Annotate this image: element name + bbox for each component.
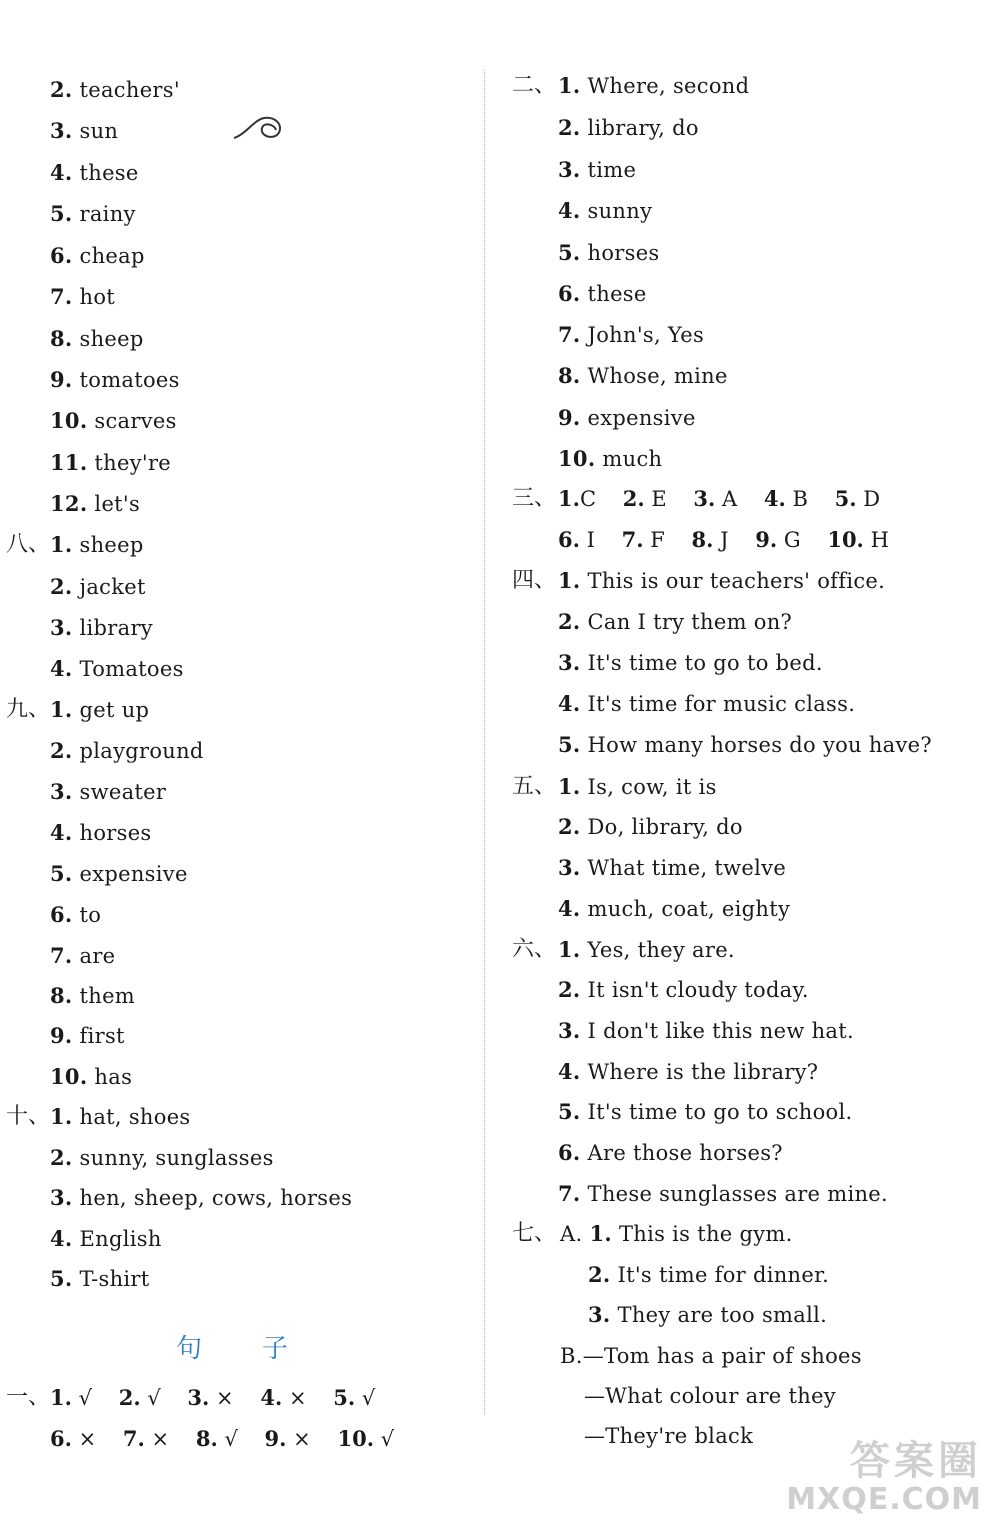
mark-item: 10. √ bbox=[337, 1426, 395, 1451]
section-label: 四、 bbox=[512, 568, 557, 593]
list-item: 1. get up bbox=[50, 697, 150, 722]
list-item: 3. sun bbox=[50, 118, 119, 143]
list-item: 2. It isn't cloudy today. bbox=[558, 977, 809, 1002]
list-item: 4. horses bbox=[50, 820, 152, 845]
list-item: 5. T-shirt bbox=[50, 1266, 150, 1291]
list-item: 3. I don't like this new hat. bbox=[558, 1018, 854, 1043]
list-item: 5. rainy bbox=[50, 201, 136, 226]
heading-char: 子 bbox=[262, 1334, 291, 1364]
mark-item: 5. D bbox=[834, 486, 881, 511]
section-label: 二、 bbox=[512, 73, 557, 98]
list-item: 3. library bbox=[50, 615, 153, 640]
list-item: 6. to bbox=[50, 902, 102, 927]
mark-item: 7. F bbox=[621, 527, 665, 552]
section-label: 八、 bbox=[6, 532, 51, 557]
mark-item: 2. √ bbox=[118, 1385, 161, 1410]
section-label: 一、 bbox=[6, 1385, 51, 1410]
list-item: 7. are bbox=[50, 943, 116, 968]
list-item: 12. let's bbox=[50, 491, 141, 516]
list-item: 2. It's time for dinner. bbox=[588, 1262, 830, 1287]
list-item: 11. they're bbox=[50, 450, 172, 475]
list-item: 1. This is our teachers' office. bbox=[558, 568, 886, 593]
mark-item: 8. J bbox=[691, 527, 729, 552]
list-item: 1. Is, cow, it is bbox=[558, 774, 717, 799]
mark-item: 5. √ bbox=[333, 1385, 376, 1410]
mark-item: 9. × bbox=[264, 1426, 311, 1451]
list-item: 7. These sunglasses are mine. bbox=[558, 1181, 889, 1206]
mark-item: 3. × bbox=[187, 1385, 234, 1410]
list-item: 3. What time, twelve bbox=[558, 855, 787, 880]
mark-row bbox=[50, 1385, 395, 1411]
list-item: 10. scarves bbox=[50, 408, 177, 433]
section-label: 十、 bbox=[6, 1104, 51, 1129]
list-item: 9. tomatoes bbox=[50, 367, 180, 392]
list-item: 4. It's time for music class. bbox=[558, 691, 856, 716]
list-item: 8. them bbox=[50, 983, 136, 1008]
section-label: 五、 bbox=[512, 774, 557, 799]
list-item: 3. It's time to go to bed. bbox=[558, 650, 823, 675]
watermark-url: MXQE.COM bbox=[786, 1482, 982, 1517]
list-item: 9. expensive bbox=[558, 405, 696, 430]
section-label: 三、 bbox=[512, 486, 557, 511]
mark-item: 4. B bbox=[763, 486, 808, 511]
list-item: 6. these bbox=[558, 281, 647, 306]
mark-item: 10. H bbox=[827, 527, 889, 552]
heading-char: 句 bbox=[176, 1334, 205, 1364]
section-label: 七、 bbox=[512, 1221, 557, 1246]
list-item: 1. hat, shoes bbox=[50, 1104, 191, 1129]
list-item: 4. these bbox=[50, 160, 139, 185]
list-item: 2. playground bbox=[50, 738, 204, 763]
list-item: 4. sunny bbox=[558, 198, 653, 223]
list-item: 4. English bbox=[50, 1226, 162, 1251]
mark-row bbox=[50, 1426, 414, 1452]
list-item: 7. John's, Yes bbox=[558, 322, 705, 347]
list-item: 6. cheap bbox=[50, 243, 145, 268]
mark-item: 9. G bbox=[755, 527, 801, 552]
section-label: 九、 bbox=[6, 697, 51, 722]
mark-row bbox=[558, 527, 909, 553]
list-item: 3. time bbox=[558, 157, 637, 182]
list-item: 5. expensive bbox=[50, 861, 188, 886]
list-item: 9. first bbox=[50, 1023, 125, 1048]
list-item: 7. hot bbox=[50, 284, 116, 309]
column-divider bbox=[484, 70, 485, 1415]
mark-item: 7. × bbox=[122, 1426, 170, 1451]
list-item: 2. Can I try them on? bbox=[558, 609, 793, 634]
mark-item: 3. A bbox=[693, 486, 738, 511]
list-item: 2. jacket bbox=[50, 574, 146, 599]
list-item: A. 1. This is the gym. bbox=[560, 1221, 793, 1246]
list-item: —What colour are they bbox=[584, 1384, 836, 1408]
list-item: 4. Where is the library? bbox=[558, 1059, 819, 1084]
scribble-mark bbox=[232, 112, 288, 146]
watermark-logo-text: 答案圈 bbox=[850, 1438, 982, 1484]
list-item: 3. They are too small. bbox=[588, 1302, 828, 1327]
list-item: 3. hen, sheep, cows, horses bbox=[50, 1185, 353, 1210]
list-item: 1. Where, second bbox=[558, 73, 750, 98]
list-item: —They're black bbox=[584, 1424, 754, 1448]
list-item: B.—Tom has a pair of shoes bbox=[560, 1344, 862, 1368]
list-item: 1. sheep bbox=[50, 532, 144, 557]
sentence-heading bbox=[176, 1328, 290, 1365]
mark-item: 4. × bbox=[260, 1385, 307, 1410]
mark-item: 1. √ bbox=[50, 1385, 93, 1410]
list-item: 10. much bbox=[558, 446, 663, 471]
list-item: 2. library, do bbox=[558, 115, 699, 140]
list-item: 10. has bbox=[50, 1064, 133, 1089]
list-item: 3. sweater bbox=[50, 779, 167, 804]
mark-item: 2. E bbox=[622, 486, 667, 511]
mark-item: 1.C bbox=[558, 486, 597, 511]
mark-item: 6. × bbox=[50, 1426, 97, 1451]
list-item: 6. Are those horses? bbox=[558, 1140, 783, 1165]
list-item: 5. How many horses do you have? bbox=[558, 732, 932, 757]
list-item: 2. sunny, sunglasses bbox=[50, 1145, 274, 1170]
section-label: 六、 bbox=[512, 937, 557, 962]
list-item: 5. It's time to go to school. bbox=[558, 1099, 853, 1124]
list-item: 2. Do, library, do bbox=[558, 814, 743, 839]
list-item: 1. Yes, they are. bbox=[558, 937, 735, 962]
list-item: 4. Tomatoes bbox=[50, 656, 184, 681]
watermark bbox=[786, 1439, 982, 1517]
list-item: 5. horses bbox=[558, 240, 660, 265]
list-item: 8. Whose, mine bbox=[558, 363, 728, 388]
mark-item: 6. I bbox=[558, 527, 595, 552]
list-item: 8. sheep bbox=[50, 326, 144, 351]
mark-item: 8. √ bbox=[195, 1426, 238, 1451]
list-item: 2. teachers' bbox=[50, 77, 180, 102]
list-item: 4. much, coat, eighty bbox=[558, 896, 791, 921]
mark-row bbox=[558, 486, 900, 512]
